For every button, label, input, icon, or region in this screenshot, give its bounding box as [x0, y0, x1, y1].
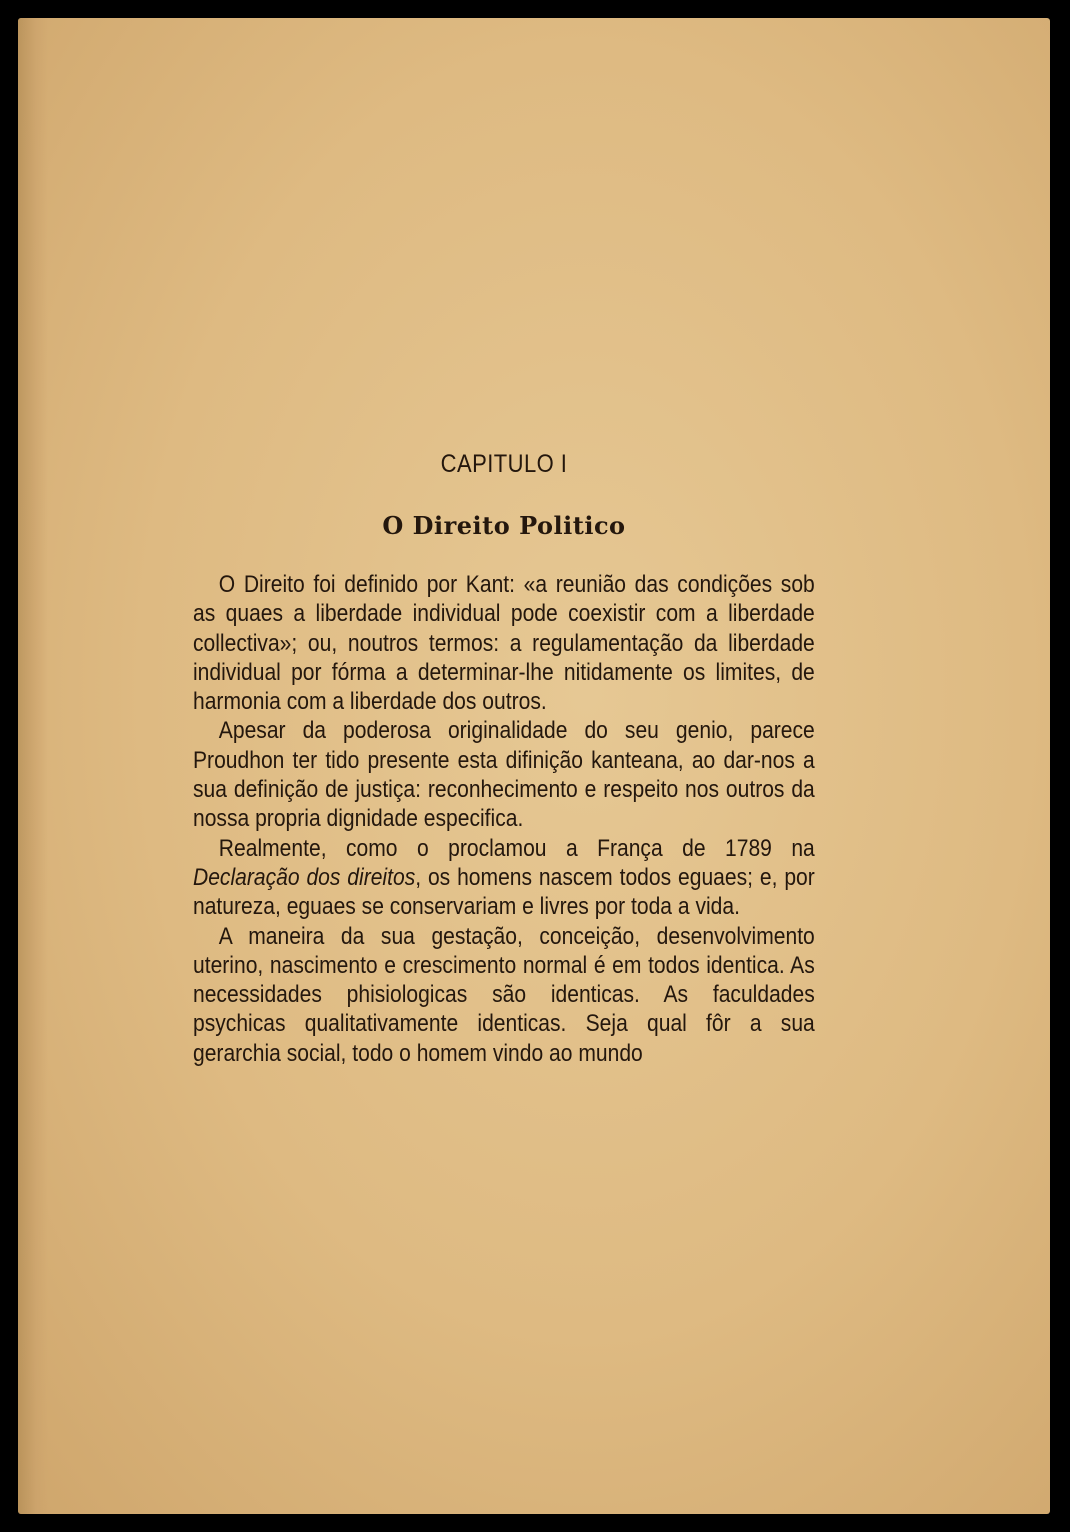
paragraph-2: Apesar da poderosa originalidade do seu genio, parece Proudhon ter tido presente esta difinição kanteana, ao dar-nos a sua definição de justiça: reconhecimento e respeito nos outros da nossa propria dignidade especifica. — [193, 717, 815, 833]
paragraph-3 — [193, 834, 815, 922]
book-page — [18, 18, 1050, 1514]
paragraph-3-italic: Declaração dos direitos — [193, 863, 416, 891]
paragraph-1: O Direito foi definido por Kant: «a reunião das condições sob as quaes a liberdade individual pode coexistir com a liberdade collectiva»; ou, noutros termos: a regulamentação da liberdade individual por fórma a determinar-lhe nitidamente os limites, de harmonia com a liberdade dos outros. — [193, 571, 815, 716]
paragraph-3-after: , os homens nascem todos eguaes; e, por natureza, eguaes se conservariam e livres por toda a vida. — [193, 863, 815, 921]
page-spine-shadow — [18, 18, 48, 1514]
text-block — [193, 450, 815, 1068]
chapter-title: O Direito Politico — [382, 511, 626, 540]
chapter-heading: CAPITULO I — [440, 450, 568, 478]
paragraph-4: A maneira da sua gestação, conceição, desenvolvimento uterino, nascimento e crescimento normal é em todos identica. As necessidades phisiologicas são identicas. As faculdades psychicas qualitativamente identicas. Seja qual fôr a sua gerarchia social, todo o homem vindo ao mundo — [193, 922, 815, 1067]
paragraph-3-before: Realmente, como o proclamou a França de 1789 na — [218, 834, 815, 862]
